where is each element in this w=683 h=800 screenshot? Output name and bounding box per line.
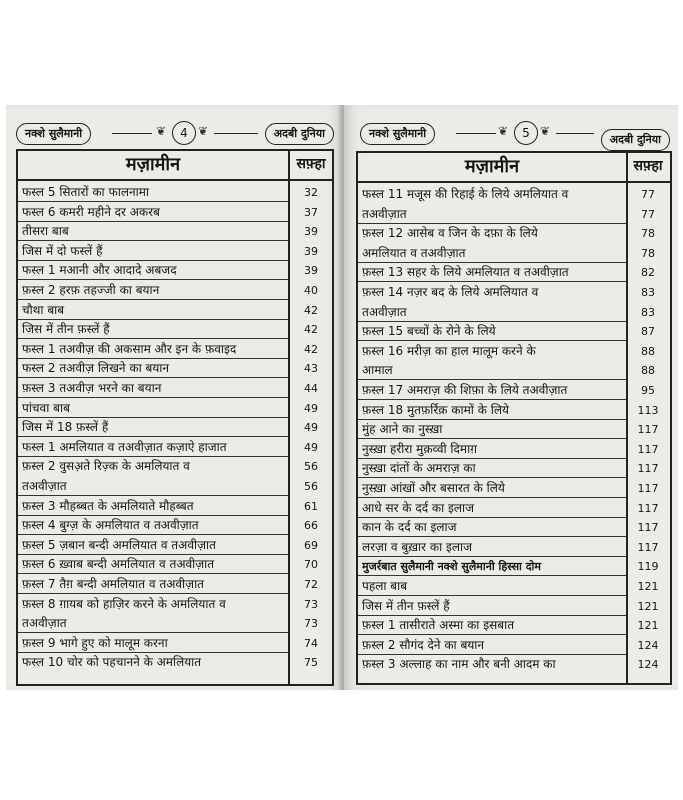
entry-page-number: 124 bbox=[637, 638, 659, 652]
table-row bbox=[358, 616, 670, 635]
table-row bbox=[18, 634, 332, 653]
table-row bbox=[358, 303, 670, 322]
entry-page-number: 49 bbox=[304, 440, 318, 454]
table-row bbox=[18, 555, 332, 574]
left-page-header bbox=[16, 123, 334, 145]
entry-title: फ़स्ल 3 मौहब्बत के अमलियाते मौहब्बत bbox=[22, 498, 194, 513]
entry-title: जिस में दो फस्लें हैं bbox=[22, 243, 103, 258]
header-rule bbox=[214, 133, 258, 134]
entry-title: चौथा बाब bbox=[22, 302, 65, 317]
table-row bbox=[358, 283, 670, 302]
ornament-icon: ❦ bbox=[540, 124, 551, 138]
entry-title: फस्ल 6 कमरी महीने दर अकरब bbox=[22, 204, 160, 219]
entry-title: फ़स्ल 17 अमराज़ की शिफ़ा के लिये तअवीज़ात bbox=[362, 383, 568, 397]
entry-title: फस्ल 1 मआनी और आदादे अबजद bbox=[22, 263, 177, 278]
entry-page-number: 39 bbox=[304, 264, 318, 278]
table-row bbox=[358, 361, 670, 380]
table-row bbox=[358, 224, 670, 243]
contents-table-left bbox=[16, 149, 334, 686]
table-row bbox=[18, 595, 332, 614]
table-row bbox=[358, 263, 670, 282]
table-row bbox=[358, 185, 670, 204]
entry-title: नुस्ख़ा हरीरा मुक़व्वी दिमाग़ bbox=[362, 441, 477, 456]
entry-title: फस्ल 1 अमलियात व तअवीज़ात कज़ाऐ हाजात bbox=[22, 439, 227, 454]
ornament-icon: ❦ bbox=[198, 124, 209, 138]
entry-title: आधे सर के दर्द का इलाज bbox=[362, 500, 475, 515]
entry-title: फस्ल 10 चोर को पहचानने के अमलियात bbox=[22, 655, 202, 670]
entry-title: पांचवा बाब bbox=[22, 400, 70, 415]
entry-page-number: 42 bbox=[304, 303, 318, 317]
table-row bbox=[18, 399, 332, 418]
table-row bbox=[358, 636, 670, 655]
table-row bbox=[358, 597, 670, 616]
entry-title: फ़स्ल 18 मुतफ़र्रिक़ कामों के लिये bbox=[362, 402, 509, 417]
entry-page-number: 117 bbox=[637, 462, 659, 476]
page-column-header: सफ़्हा bbox=[633, 158, 663, 174]
table-row bbox=[18, 379, 332, 398]
entry-title: फस्ल 5 सितारों का फालनामा bbox=[22, 185, 150, 199]
entry-page-number: 117 bbox=[637, 423, 659, 437]
entry-title: फ़स्ल 2 सौगंद देने का बयान bbox=[362, 637, 485, 652]
entry-title: फस्ल 11 मजूस की रिहाई के लिये अमलियात व bbox=[362, 187, 569, 201]
entry-title: अमलियात व तअवीज़ात bbox=[362, 245, 466, 260]
table-row bbox=[358, 538, 670, 557]
entry-title: तीसरा बाब bbox=[22, 224, 69, 239]
entry-title: फ़स्ल 5 ज़बान बन्दी अमलियात व तअवीज़ात bbox=[22, 537, 216, 552]
entry-page-number: 74 bbox=[304, 636, 318, 650]
book-title-badge: नक्शे सुलैमानी bbox=[16, 123, 91, 145]
entry-page-number: 77 bbox=[641, 207, 655, 221]
entry-title: तअवीज़ात bbox=[22, 479, 67, 493]
page-number: 4 bbox=[172, 121, 196, 145]
entry-page-number: 95 bbox=[641, 384, 655, 397]
publisher-badge: अदबी दुनिया bbox=[601, 129, 670, 151]
entry-page-number: 83 bbox=[641, 286, 655, 299]
right-page-header bbox=[354, 123, 670, 145]
table-row bbox=[18, 222, 332, 241]
table-row bbox=[358, 459, 670, 478]
header-rule bbox=[112, 133, 152, 134]
entry-page-number: 72 bbox=[304, 578, 318, 591]
entry-page-number: 56 bbox=[304, 460, 318, 474]
entry-title: जिस में 18 फ़स्लें हैं bbox=[22, 420, 109, 435]
entry-title: जिस में तीन फ़स्लें हैं bbox=[362, 598, 450, 613]
entry-page-number: 37 bbox=[304, 205, 318, 219]
table-header bbox=[18, 151, 332, 181]
entry-page-number: 49 bbox=[304, 401, 318, 415]
header-rule bbox=[556, 133, 594, 134]
entry-title: फ़स्ल 3 अल्लाह का नाम और बनी आदम का bbox=[362, 657, 556, 672]
table-row bbox=[358, 499, 670, 518]
table-row bbox=[18, 438, 332, 457]
entry-page-number: 75 bbox=[304, 656, 318, 670]
entry-page-number: 77 bbox=[641, 188, 655, 201]
table-header bbox=[358, 153, 670, 183]
table-row bbox=[18, 183, 332, 202]
page-number: 5 bbox=[514, 121, 538, 145]
table-row bbox=[18, 457, 332, 476]
entry-page-number: 69 bbox=[304, 538, 318, 552]
table-row bbox=[18, 575, 332, 594]
entry-page-number: 32 bbox=[304, 186, 318, 199]
entry-page-number: 78 bbox=[641, 227, 655, 241]
entry-page-number: 117 bbox=[637, 442, 659, 456]
entry-title: तअवीज़ात bbox=[362, 304, 407, 319]
table-row bbox=[358, 577, 670, 596]
table-row bbox=[18, 281, 332, 300]
entry-page-number: 87 bbox=[641, 325, 655, 339]
entry-page-number: 82 bbox=[641, 266, 655, 280]
table-row bbox=[358, 557, 670, 576]
entry-title: फ़स्ल 2 वुसअ़ते रिज़्क के अमलियात व bbox=[22, 459, 190, 474]
ornament-icon: ❦ bbox=[498, 124, 509, 138]
entry-title: फ़स्ल 12 आसेब व जिन के दफ़ा के लिये bbox=[362, 226, 538, 241]
entry-page-number: 61 bbox=[304, 499, 318, 513]
entry-page-number: 124 bbox=[637, 658, 659, 672]
entry-title: कान के दर्द का इलाज bbox=[362, 520, 457, 535]
entry-title: फ़स्ल 2 हरफ़ तहज्जी का बयान bbox=[22, 283, 160, 297]
entry-title: जिस में तीन फ़स्लें हैं bbox=[22, 322, 110, 337]
entry-page-number: 39 bbox=[304, 244, 318, 258]
table-row bbox=[18, 340, 332, 359]
entry-title: तअवीज़ात bbox=[362, 206, 407, 221]
entry-page-number: 73 bbox=[304, 597, 318, 611]
entry-title: फ़स्ल 13 सहर के लिये अमलियात व तअवीज़ात bbox=[362, 265, 569, 280]
table-row bbox=[358, 244, 670, 263]
entry-page-number: 113 bbox=[637, 403, 659, 417]
entry-title: फ़स्ल 7 तैग़ बन्दी अमलियात व तअवीज़ात bbox=[22, 577, 205, 591]
ornament-icon: ❦ bbox=[156, 124, 167, 138]
right-page bbox=[344, 105, 678, 690]
entry-title: फ़स्ल 4 बुग्ज़ के अमलियात व तअवीज़ात bbox=[22, 518, 199, 533]
entry-page-number: 73 bbox=[304, 617, 318, 631]
entry-page-number: 117 bbox=[637, 540, 659, 554]
entry-page-number: 117 bbox=[637, 501, 659, 515]
entry-title: फ़स्ल 1 तासीराते अस्मा का इसबात bbox=[362, 618, 515, 633]
header-rule bbox=[456, 133, 496, 134]
entry-page-number: 70 bbox=[304, 558, 318, 572]
table-row bbox=[18, 418, 332, 437]
book-title-badge: नक्शे सुलैमानी bbox=[360, 123, 435, 145]
entry-title: पहला बाब bbox=[362, 579, 408, 593]
entry-title: नुस्ख़ा आंखों और बसारत के लिये bbox=[362, 481, 505, 495]
entry-page-number: 83 bbox=[641, 305, 655, 319]
entry-title: नुस्ख़ा दांतों के अमराज़ का bbox=[362, 461, 476, 476]
table-row bbox=[358, 655, 670, 674]
entry-title: मुजर्रबात सुलैमानी नक्शे सुलैमानी हिस्सा दोम bbox=[362, 560, 541, 574]
entry-page-number: 49 bbox=[304, 421, 318, 435]
entry-page-number: 39 bbox=[304, 225, 318, 239]
table-row bbox=[358, 381, 670, 400]
entry-page-number: 56 bbox=[304, 480, 318, 493]
table-row bbox=[18, 497, 332, 516]
table-row bbox=[358, 420, 670, 439]
entry-page-number: 78 bbox=[641, 246, 655, 260]
entry-page-number: 42 bbox=[304, 342, 318, 356]
table-row bbox=[18, 203, 332, 222]
table-row bbox=[18, 301, 332, 320]
entry-page-number: 117 bbox=[637, 521, 659, 535]
entry-page-number: 40 bbox=[304, 284, 318, 297]
entry-title: फ़स्ल 9 भागे हुए को मालूम करना bbox=[22, 635, 168, 650]
table-row bbox=[18, 536, 332, 555]
entry-title: फस्ल 1 तअवीज़ की अकसाम और इन के फ़वाइद bbox=[22, 341, 237, 356]
table-row bbox=[358, 440, 670, 459]
contents-column-header: मज़ामीन bbox=[358, 153, 628, 181]
table-row bbox=[358, 342, 670, 361]
entry-title: फ़स्ल 15 बच्चों के रोने के लिये bbox=[362, 324, 496, 339]
entry-page-number: 44 bbox=[304, 382, 318, 395]
left-page bbox=[6, 105, 342, 690]
table-row bbox=[358, 479, 670, 498]
entry-page-number: 88 bbox=[641, 344, 655, 358]
entry-title: फ़स्ल 16 मरीज़ का हाल मालूम करने के bbox=[362, 343, 536, 358]
table-row bbox=[18, 516, 332, 535]
entry-page-number: 117 bbox=[637, 482, 659, 495]
entry-title: फस्ल 2 तअवीज़ लिखने का बयान bbox=[22, 361, 170, 376]
table-row bbox=[18, 359, 332, 378]
table-row bbox=[358, 322, 670, 341]
entry-title: फ़स्ल 14 नज़र बद के लिये अमलियात व bbox=[362, 285, 539, 299]
table-row bbox=[18, 261, 332, 280]
entry-page-number: 66 bbox=[304, 519, 318, 533]
entry-title: फ़स्ल 3 तअवीज़ भरने का बयान bbox=[22, 381, 162, 395]
entry-page-number: 88 bbox=[641, 364, 655, 378]
contents-table-right bbox=[356, 151, 672, 685]
contents-column-header: मज़ामीन bbox=[18, 151, 290, 179]
entry-page-number: 42 bbox=[304, 323, 318, 337]
table-row bbox=[358, 518, 670, 537]
entry-title: फ़स्ल 6 ख़्वाब बन्दी अमलियात व तअवीज़ात bbox=[22, 557, 215, 572]
table-row bbox=[18, 653, 332, 672]
entry-page-number: 121 bbox=[637, 619, 659, 633]
entry-page-number: 121 bbox=[637, 599, 659, 613]
entry-page-number: 121 bbox=[637, 580, 659, 593]
table-row bbox=[18, 320, 332, 339]
table-row bbox=[18, 614, 332, 633]
entry-page-number: 119 bbox=[637, 560, 659, 574]
table-row bbox=[18, 242, 332, 261]
entry-title: फ़स्ल 8 ग़ायब को हाज़िर करने के अमलियात व bbox=[22, 596, 226, 611]
table-row bbox=[358, 205, 670, 224]
table-row bbox=[18, 477, 332, 496]
entry-title: मुंह आने का नुस्ख़ा bbox=[362, 422, 443, 437]
page-column-header: सफ़्हा bbox=[296, 156, 326, 172]
entry-page-number: 43 bbox=[304, 362, 318, 376]
table-row bbox=[358, 401, 670, 420]
entry-title: तअवीज़ात bbox=[22, 616, 67, 631]
entry-title: लरज़ा व बुख़ार का इलाज bbox=[362, 539, 473, 554]
publisher-badge: अदबी दुनिया bbox=[265, 123, 334, 145]
entry-title: आमाल bbox=[362, 363, 393, 378]
